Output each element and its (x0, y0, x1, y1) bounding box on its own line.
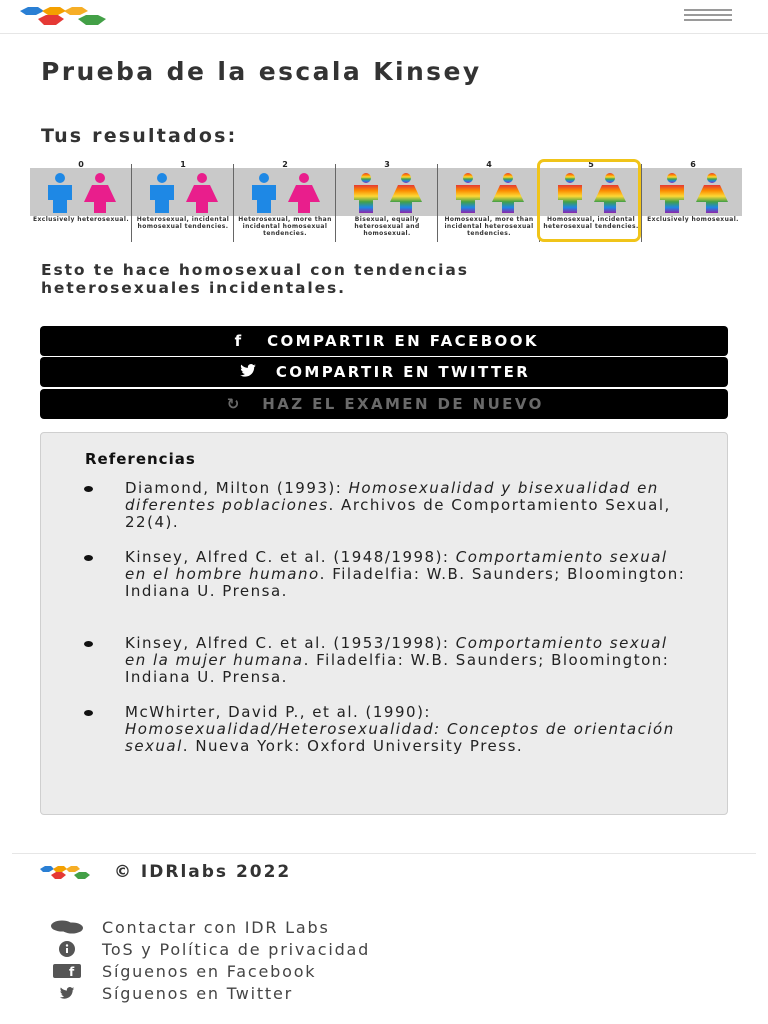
reference-authors: McWhirter, David P., et al. (1990): (125, 703, 431, 721)
couple-figures-icon (136, 172, 230, 214)
scale-caption: Homosexual, more than incidental heterosexual tendencies. (444, 216, 534, 237)
info-icon (48, 941, 86, 957)
facebook-icon: f (234, 332, 244, 350)
twitter-icon (48, 985, 86, 1001)
reference-publisher: . Archivos de Comportamiento Sexual, 22(4). (125, 496, 671, 532)
idrlabs-logo[interactable] (20, 5, 112, 29)
footer-link-contact[interactable] (48, 916, 330, 938)
reference-publisher: . Filadelfia: W.B. Saunders; Bloomington: Indiana U. Prensa. (125, 651, 670, 687)
bullet-icon (84, 710, 93, 716)
scale-number: 6 (690, 160, 696, 169)
retake-test-button[interactable] (40, 389, 728, 419)
reference-publisher: . Nueva York: Oxford University Press. (182, 737, 524, 756)
reference-item (125, 480, 695, 532)
footer-link-label: Contactar con IDR Labs (102, 917, 330, 937)
reference-title: Homosexualidad/Heterosexualidad: Conceptos de orientación sexual (125, 720, 675, 756)
reference-title: Comportamiento sexual en la mujer humana (125, 634, 668, 670)
twitter-icon (238, 363, 258, 381)
share-facebook-button[interactable] (40, 326, 728, 356)
result-description: Esto te hace homosexual con tendencias heterosexuales incidentales. (41, 261, 469, 297)
retake-test-label: HAZ EL EXAMEN DE NUEVO (262, 395, 544, 413)
couple-figures-icon (34, 172, 128, 214)
scale-divider (233, 164, 234, 242)
facebook-square-icon (48, 963, 86, 979)
selected-scale-highlight (537, 159, 641, 242)
scale-number: 0 (78, 160, 84, 169)
scale-cell-0 (30, 160, 132, 244)
bullet-icon (84, 486, 93, 492)
scale-caption: Heterosexual, incidental homosexual tendencies. (136, 216, 230, 230)
footer-link-tos[interactable] (48, 938, 370, 960)
results-heading: Tus resultados: (41, 125, 238, 147)
couple-figures-icon (442, 172, 536, 214)
bullet-icon (84, 555, 93, 561)
footer-link-label: Síguenos en Twitter (102, 983, 293, 1003)
scale-number: 4 (486, 160, 492, 169)
share-twitter-label: COMPARTIR EN TWITTER (275, 363, 531, 381)
reference-title: Homosexualidad y bisexualidad en diferentes poblaciones (125, 479, 659, 515)
svg-text:f: f (69, 965, 77, 978)
footer-link-facebook[interactable] (48, 960, 316, 982)
share-facebook-label: COMPARTIR EN FACEBOOK (267, 332, 539, 350)
hamburger-menu-icon[interactable] (684, 9, 732, 25)
reference-authors: Diamond, Milton (1993): (125, 479, 349, 497)
bullet-icon (84, 641, 93, 647)
reference-title: Comportamiento sexual en el hombre humano (125, 548, 668, 584)
couple-figures-icon (646, 172, 740, 214)
scale-number: 2 (282, 160, 288, 169)
couple-figures-icon (238, 172, 332, 214)
chat-icon (48, 919, 86, 935)
footer-copyright: © IDRlabs 2022 (114, 862, 292, 882)
scale-cell-2 (234, 160, 336, 244)
reference-publisher: . Filadelfia: W.B. Saunders; Bloomington: Indiana U. Prensa. (125, 565, 686, 601)
couple-figures-icon (340, 172, 434, 214)
reference-authors: Kinsey, Alfred C. et al. (1948/1998): (125, 548, 456, 566)
page-title: Prueba de la escala Kinsey (41, 57, 482, 86)
footer-divider (12, 853, 756, 854)
scale-cell-3 (336, 160, 438, 244)
top-navigation-bar (0, 0, 768, 34)
scale-cell-6 (642, 160, 744, 244)
reference-item (125, 704, 695, 756)
reference-authors: Kinsey, Alfred C. et al. (1953/1998): (125, 634, 456, 652)
scale-caption: Exclusively heterosexual. (32, 216, 130, 223)
scale-divider (131, 164, 132, 242)
scale-divider (641, 164, 642, 242)
reference-item (125, 549, 695, 601)
reference-item (125, 635, 695, 687)
share-twitter-button[interactable] (40, 357, 728, 387)
scale-number: 3 (384, 160, 390, 169)
scale-divider (437, 164, 438, 242)
scale-caption: Bisexual, equally heterosexual and homosexual. (354, 216, 420, 237)
scale-divider (335, 164, 336, 242)
redo-icon: ↻ (226, 395, 242, 413)
scale-cell-1 (132, 160, 234, 244)
references-title: Referencias (85, 450, 196, 468)
footer-link-twitter[interactable] (48, 982, 293, 1004)
scale-caption: Heterosexual, more than incidental homosexual tendencies. (238, 216, 332, 237)
footer-idrlabs-logo (40, 864, 94, 882)
scale-cell-4 (438, 160, 540, 244)
scale-caption: Exclusively homosexual. (647, 216, 739, 223)
scale-number: 5 (588, 160, 594, 169)
footer-link-label: ToS y Política de privacidad (102, 939, 371, 959)
scale-number: 1 (180, 160, 186, 169)
scale-caption: Homosexual, incidental heterosexual tendencies. (543, 216, 639, 230)
footer-link-label: Síguenos en Facebook (102, 961, 317, 981)
